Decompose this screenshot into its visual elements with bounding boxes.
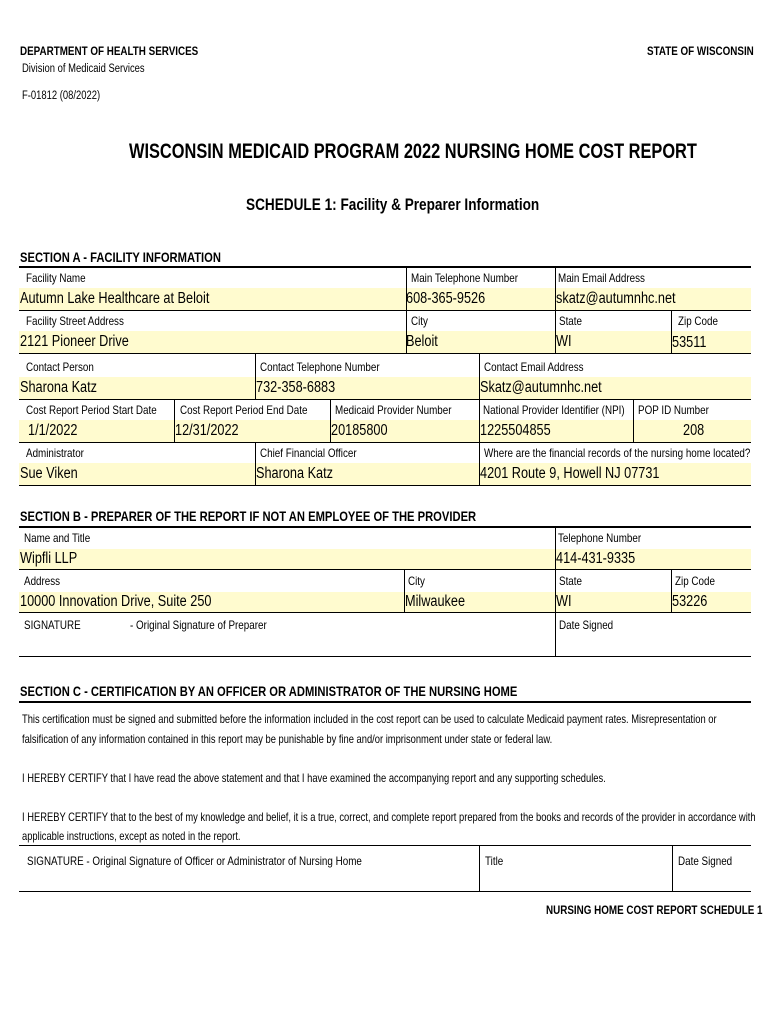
contact-phone-value: 732-358-6883 [256, 379, 336, 396]
preparer-zip-label: Zip Code [675, 574, 715, 588]
preparer-signature-note: - Original Signature of Preparer [130, 618, 267, 632]
section-b-heading: SECTION B - PREPARER OF THE REPORT IF NOT AN EMPLOYEE OF THE PROVIDER [20, 508, 477, 524]
preparer-signature-label: SIGNATURE [24, 618, 81, 632]
period-start-value: 1/1/2022 [28, 422, 78, 439]
division-name: Division of Medicaid Services [22, 63, 145, 75]
preparer-phone-label: Telephone Number [558, 531, 642, 545]
department-name: DEPARTMENT OF HEALTH SERVICES [20, 44, 199, 58]
npi-label: National Provider Identifier (NPI) [483, 403, 625, 417]
section-a-heading: SECTION A - FACILITY INFORMATION [20, 249, 221, 265]
city-value: Beloit [406, 333, 438, 350]
contact-email-label: Contact Email Address [484, 360, 584, 374]
administrator-value: Sue Viken [20, 465, 78, 482]
records-location-value: 4201 Route 9, Howell NJ 07731 [480, 465, 660, 482]
street-label: Facility Street Address [26, 314, 124, 328]
section-c-heading: SECTION C - CERTIFICATION BY AN OFFICER OR ADMINISTRATOR OF THE NURSING HOME [20, 683, 518, 699]
zip-label: Zip Code [678, 314, 718, 328]
preparer-name-value: Wipfli LLP [20, 550, 78, 567]
preparer-phone-value: 414-431-9335 [556, 550, 636, 567]
certify-statement-2-line-2: applicable instructions, except as noted in the report. [22, 829, 241, 843]
officer-date-signed-field[interactable] [673, 868, 751, 890]
form-number: F-01812 (08/2022) [22, 90, 101, 102]
medicaid-id-label: Medicaid Provider Number [335, 403, 452, 417]
state-label: State [559, 314, 582, 328]
certification-text-line-2: falsification of any information contained in this report may be punishable by fine and/or imprisonment under state or federal law. [22, 732, 553, 746]
city-label: City [411, 314, 428, 328]
preparer-city-value: Milwaukee [405, 593, 466, 610]
certification-text-line-1: This certification must be signed and submitted before the information included in the cost report can be used to calculate Medicaid payment rates. Misrepresentation or [22, 712, 717, 726]
preparer-zip-value: 53226 [672, 593, 708, 610]
period-end-value: 12/31/2022 [175, 422, 239, 439]
contact-person-value: Sharona Katz [20, 379, 98, 396]
state-value: WI [556, 333, 572, 350]
preparer-name-label: Name and Title [24, 531, 91, 545]
officer-title-label: Title [485, 854, 504, 868]
facility-name-value: Autumn Lake Healthcare at Beloit [20, 290, 210, 307]
records-location-label: Where are the financial records of the nursing home located? [484, 446, 751, 460]
preparer-signature-area[interactable] [19, 633, 555, 655]
preparer-date-signed-field[interactable] [556, 633, 751, 655]
preparer-city-label: City [408, 574, 425, 588]
period-start-label: Cost Report Period Start Date [26, 403, 157, 417]
administrator-label: Administrator [26, 446, 84, 460]
facility-name-label: Facility Name [26, 271, 86, 285]
preparer-address-label: Address [24, 574, 61, 588]
cfo-value: Sharona Katz [256, 465, 334, 482]
main-phone-value: 608-365-9526 [406, 290, 486, 307]
officer-date-signed-label: Date Signed [678, 854, 733, 868]
contact-email-value: Skatz@autumnhc.net [480, 379, 602, 396]
preparer-state-value: WI [556, 593, 572, 610]
officer-signature-area[interactable] [19, 868, 478, 890]
officer-signature-label: SIGNATURE - Original Signature of Officer or Administrator of Nursing Home [27, 854, 362, 868]
npi-value: 1225504855 [480, 422, 551, 439]
preparer-state-field[interactable] [555, 592, 671, 612]
pop-id-label: POP ID Number [638, 403, 709, 417]
cfo-label: Chief Financial Officer [260, 446, 357, 460]
zip-value: 53511 [672, 334, 707, 351]
contact-person-label: Contact Person [26, 360, 94, 374]
period-end-label: Cost Report Period End Date [180, 403, 308, 417]
page-title: WISCONSIN MEDICAID PROGRAM 2022 NURSING HOME COST REPORT [129, 140, 697, 163]
preparer-address-value: 10000 Innovation Drive, Suite 250 [20, 593, 212, 610]
certify-statement-2-line-1: I HEREBY CERTIFY that to the best of my knowledge and belief, it is a true, correct, and complete report prepared from the books and records of the provider in accordance with [22, 810, 756, 824]
footer-schedule-label: NURSING HOME COST REPORT SCHEDULE 1 [546, 903, 763, 917]
contact-phone-label: Contact Telephone Number [260, 360, 380, 374]
preparer-name-field[interactable] [19, 549, 555, 569]
state-field[interactable] [555, 331, 671, 353]
preparer-state-label: State [559, 574, 582, 588]
medicaid-id-value: 20185800 [331, 422, 388, 439]
schedule-subtitle: SCHEDULE 1: Facility & Preparer Information [246, 195, 540, 214]
officer-title-field[interactable] [480, 868, 671, 890]
street-value: 2121 Pioneer Drive [20, 333, 129, 350]
certify-statement-1: I HEREBY CERTIFY that I have read the above statement and that I have examined the accompanying report and any supporting schedules. [22, 771, 606, 785]
state-name: STATE OF WISCONSIN [647, 44, 754, 58]
main-phone-label: Main Telephone Number [411, 271, 519, 285]
preparer-date-signed-label: Date Signed [559, 618, 614, 632]
pop-id-value: 208 [683, 422, 705, 439]
main-email-label: Main Email Address [558, 271, 645, 285]
main-email-value: skatz@autumnhc.net [556, 290, 676, 307]
